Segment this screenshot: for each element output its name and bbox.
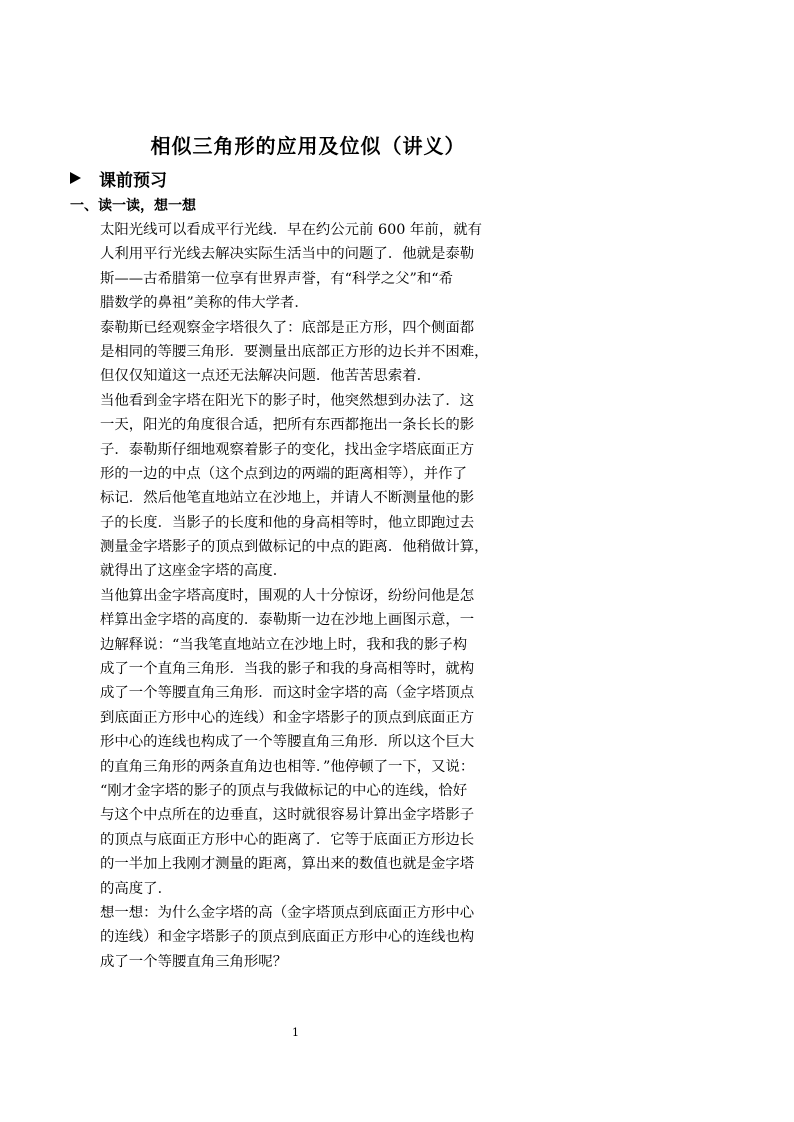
text-line: “刚才金字塔的影子的顶点与我做标记的中心的连线，恰好 (100, 782, 468, 799)
page-number: 1 (292, 1026, 299, 1039)
text-line: 形的一边的中点（这个点到边的两端的距离相等），并作了 (100, 465, 467, 482)
text-line: 斯——古希腊第一位享有世界声誉，有“科学之父”和“希 (100, 270, 454, 287)
body-text (100, 218, 524, 974)
text-line: 成了一个等腰直角三角形呢？ (100, 953, 288, 970)
text-line: 人利用平行光线去解决实际生活当中的问题了．他就是泰勒 (100, 246, 475, 263)
text-line: 是相同的等腰三角形．要测量出底部正方形的边长并不困难， (100, 343, 489, 360)
text-line: 边解释说：“当我笔直地站立在沙地上时，我和我的影子构 (100, 636, 468, 653)
text-line: 想一想：为什么金字塔的高（金字塔顶点到底面正方形中心 (100, 904, 475, 921)
text-line: 的高度了． (100, 880, 172, 897)
text-line: 成了一个等腰直角三角形．而这时金字塔的高（金字塔顶点 (100, 685, 475, 702)
text-line: 就得出了这座金字塔的高度． (100, 563, 288, 580)
text-line: 一天，阳光的角度很合适，把所有东西都拖出一条长长的影 (100, 417, 475, 434)
text-line: 子的长度．当影子的长度和他的身高相等时，他立即跑过去 (100, 514, 475, 531)
text-line: 形中心的连线也构成了一个等腰直角三角形．所以这个巨大 (100, 734, 475, 751)
text-line: 腊数学的鼻祖”美称的伟大学者． (100, 295, 309, 312)
section-heading-label: 课前预习 (99, 170, 167, 191)
text-line: 但仅仅知道这一点还无法解决问题．他苦苦思索着． (100, 368, 431, 385)
text-line: 的顶点与底面正方形中心的距离了．它等于底面正方形边长 (100, 831, 475, 848)
page-title: 相似三角形的应用及位似（讲义） (150, 134, 466, 158)
text-line: 的直角三角形的两条直角边也相等．”他停顿了一下，又说： (100, 758, 475, 775)
text-line: 的一半加上我刚才测量的距离，算出来的数值也就是金字塔 (100, 856, 475, 873)
text-line: 标记．然后他笔直地站立在沙地上，并请人不断测量他的影 (100, 490, 475, 507)
text-line: 泰勒斯已经观察金字塔很久了：底部是正方形，四个侧面都 (100, 319, 475, 336)
text-line: 当他看到金字塔在阳光下的影子时，他突然想到办法了．这 (100, 392, 475, 409)
text-line: 成了一个直角三角形．当我的影子和我的身高相等时，就构 (100, 661, 475, 678)
text-line: 到底面正方形中心的连线）和金字塔影子的顶点到底面正方 (100, 709, 475, 726)
text-line: 的连线）和金字塔影子的顶点到底面正方形中心的连线也构 (100, 929, 475, 946)
text-line: 与这个中点所在的边垂直，这时就很容易计算出金字塔影子 (100, 807, 475, 824)
text-line: 当他算出金字塔高度时，围观的人十分惊讶，纷纷问他是怎 (100, 587, 475, 604)
section-heading (70, 166, 167, 190)
arrow-bullet-icon (70, 172, 81, 184)
text-line: 测量金字塔影子的顶点到做标记的中点的距离．他稍做计算， (100, 539, 489, 556)
text-line: 太阳光线可以看成平行光线．早在约公元前 600 年前，就有 (100, 222, 482, 238)
text-line: 子．泰勒斯仔细地观察着影子的变化，找出金字塔底面正方 (100, 441, 475, 458)
subsection-heading: 一、读一读，想一想 (70, 198, 196, 214)
text-line: 样算出金字塔的高度的．泰勒斯一边在沙地上画图示意，一 (100, 612, 475, 629)
